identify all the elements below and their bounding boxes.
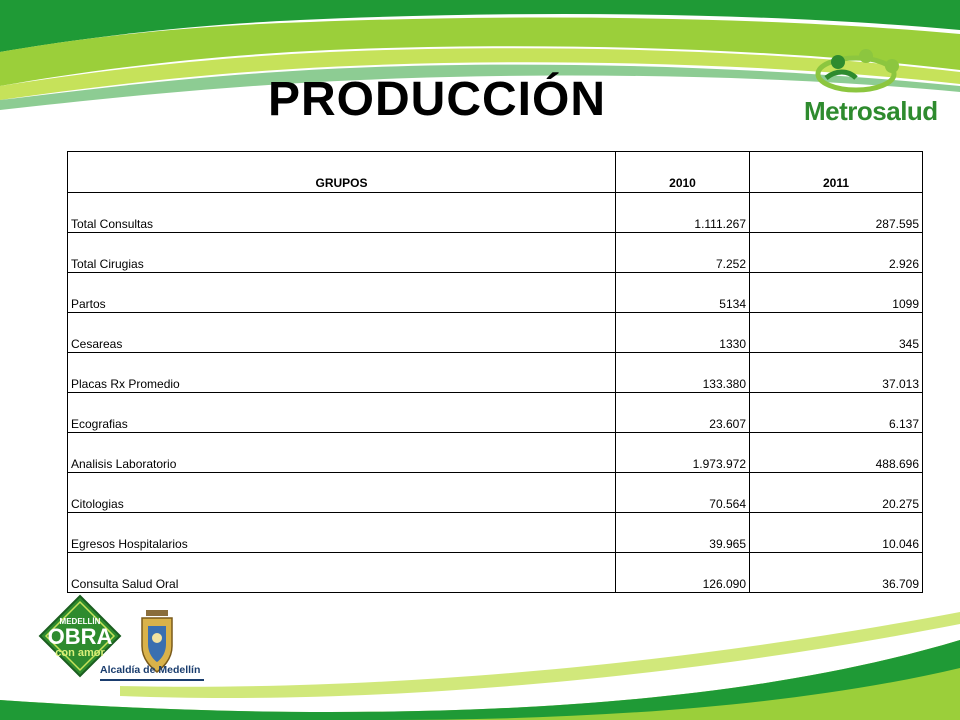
- grupo-cell: Cesareas: [68, 313, 616, 353]
- table-header-row: [68, 152, 923, 193]
- value-2011-cell: 345: [750, 313, 923, 353]
- table-row: [68, 273, 923, 313]
- value-2011-cell: 20.275: [750, 473, 923, 513]
- table-row: [68, 393, 923, 433]
- grupo-cell: Egresos Hospitalarios: [68, 513, 616, 553]
- obra-line1: MEDELLÍN: [59, 617, 101, 626]
- footer-logos: [22, 590, 222, 700]
- table-row: [68, 193, 923, 233]
- metrosalud-wordmark: Metrosalud: [804, 96, 938, 126]
- table-row: [68, 553, 923, 593]
- alcaldia-label: Alcaldía de Medellín: [100, 664, 201, 676]
- grupo-cell: Partos: [68, 273, 616, 313]
- grupo-cell: Total Cirugias: [68, 233, 616, 273]
- value-2011-cell: 2.926: [750, 233, 923, 273]
- value-2010-cell: 5134: [616, 273, 750, 313]
- grupo-cell: Citologias: [68, 473, 616, 513]
- obra-line2: OBRA: [47, 624, 113, 649]
- value-2010-cell: 70.564: [616, 473, 750, 513]
- obra-line3: con amor: [55, 647, 105, 659]
- table-row: [68, 233, 923, 273]
- production-table: [67, 151, 923, 593]
- grupo-cell: Analisis Laboratorio: [68, 433, 616, 473]
- value-2011-cell: 488.696: [750, 433, 923, 473]
- grupo-cell: Placas Rx Promedio: [68, 353, 616, 393]
- grupo-cell: Total Consultas: [68, 193, 616, 233]
- value-2011-cell: 37.013: [750, 353, 923, 393]
- value-2011-cell: 36.709: [750, 553, 923, 593]
- value-2010-cell: 23.607: [616, 393, 750, 433]
- footer-logo-underline: [100, 679, 204, 681]
- value-2010-cell: 1.973.972: [616, 433, 750, 473]
- value-2010-cell: 1330: [616, 313, 750, 353]
- value-2010-cell: 7.252: [616, 233, 750, 273]
- value-2011-cell: 1099: [750, 273, 923, 313]
- table-row: [68, 353, 923, 393]
- header-2010: 2010: [616, 152, 750, 193]
- metrosalud-figures-icon: [796, 44, 946, 104]
- grupo-cell: Consulta Salud Oral: [68, 553, 616, 593]
- value-2011-cell: 10.046: [750, 513, 923, 553]
- value-2011-cell: 287.595: [750, 193, 923, 233]
- table-row: [68, 433, 923, 473]
- table-row: [68, 313, 923, 353]
- page-title: PRODUCCIÓN: [268, 73, 607, 126]
- value-2010-cell: 126.090: [616, 553, 750, 593]
- metrosalud-logo: [796, 44, 946, 134]
- header-2011: 2011: [750, 152, 923, 193]
- value-2010-cell: 39.965: [616, 513, 750, 553]
- value-2011-cell: 6.137: [750, 393, 923, 433]
- value-2010-cell: 1.111.267: [616, 193, 750, 233]
- grupo-cell: Ecografias: [68, 393, 616, 433]
- header-grupos: GRUPOS: [68, 152, 616, 193]
- table-row: [68, 513, 923, 553]
- table-row: [68, 473, 923, 513]
- value-2010-cell: 133.380: [616, 353, 750, 393]
